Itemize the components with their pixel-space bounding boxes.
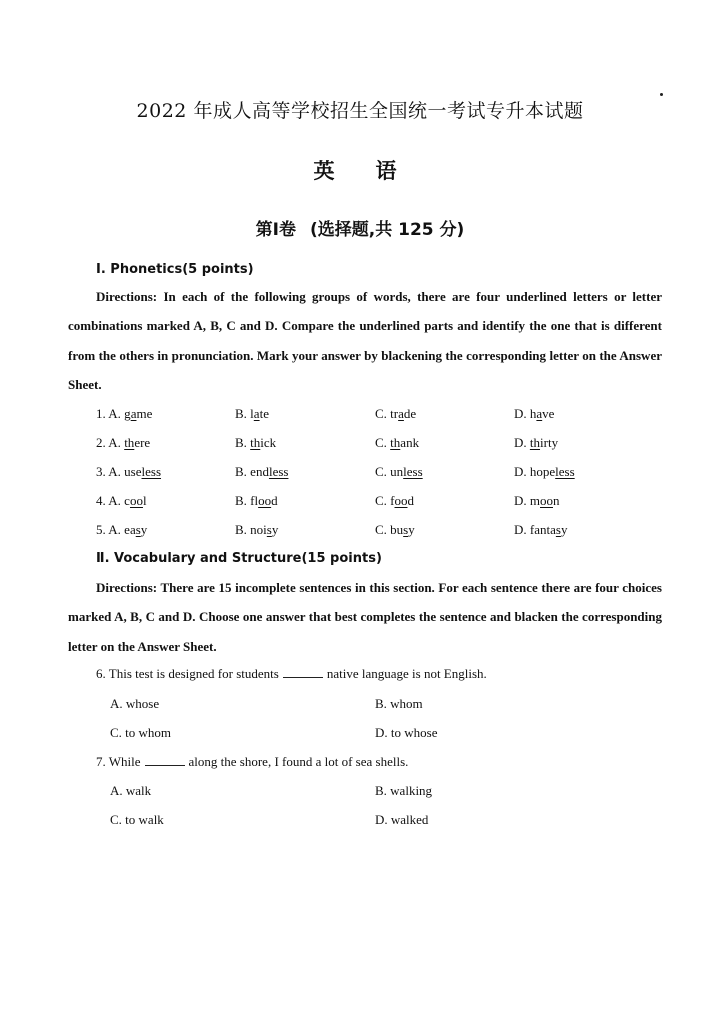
phonetics-option <box>96 493 147 509</box>
option-text: B. noi <box>235 522 267 537</box>
phonetics-option <box>235 464 288 480</box>
underlined-letters: s <box>266 522 272 537</box>
underlined-letters: s <box>555 522 561 537</box>
question-6-stem-end: native language is not English. <box>326 666 487 681</box>
q7-option-d: D. walked <box>375 812 429 827</box>
underlined-letters: a <box>536 406 543 421</box>
underlined-letters: less <box>403 464 423 479</box>
underlined-letters: a <box>398 406 404 421</box>
underlined-letters: less <box>141 464 162 479</box>
option-text: A. g <box>108 406 131 421</box>
underlined-letters: th <box>390 435 401 450</box>
option-text: d <box>271 493 278 508</box>
underlined-letters: a <box>253 406 260 421</box>
part-heading <box>0 215 720 240</box>
q6-option-a: A. whose <box>110 696 160 711</box>
option-text: ank <box>400 435 420 450</box>
subject-title: 英 语 <box>313 158 407 183</box>
q6-option-c: C. to whom <box>110 725 172 740</box>
option-text: A. c <box>108 493 130 508</box>
option-text: y <box>408 522 415 537</box>
option-text: l <box>142 493 147 508</box>
option-text: y <box>560 522 568 537</box>
underlined-letters: th <box>529 435 541 450</box>
question-7 <box>96 754 408 770</box>
option-text: ve <box>542 406 555 421</box>
item-number: 3. <box>96 464 109 479</box>
question-6 <box>96 666 487 682</box>
underlined-letters: oo <box>129 493 143 508</box>
option-text: D. m <box>514 493 540 508</box>
section-2-directions <box>68 573 662 661</box>
option-text: B. end <box>235 464 269 479</box>
phonetics-option <box>96 522 147 538</box>
option-text: C. un <box>375 464 404 479</box>
question-6-stem-start: 6. This test is designed for students <box>96 666 279 681</box>
underlined-letters: oo <box>540 493 553 508</box>
phonetics-option <box>514 464 575 480</box>
phonetics-option <box>96 464 161 480</box>
phonetics-option <box>235 522 278 538</box>
underlined-letters: s <box>135 522 141 537</box>
option-text: B. l <box>235 406 254 421</box>
phonetics-option <box>235 435 276 451</box>
option-text: de <box>403 406 417 421</box>
phonetics-row <box>0 435 720 455</box>
phonetics-option <box>235 406 269 422</box>
option-text: B. fl <box>235 493 259 508</box>
part-subtitle: (选择题,共 125 分) <box>310 220 465 240</box>
underlined-letters: s <box>403 522 409 537</box>
option-text: irty <box>540 435 559 450</box>
phonetics-option <box>375 493 414 509</box>
q6-option-b: B. whom <box>375 696 423 711</box>
underlined-letters: oo <box>394 493 408 508</box>
item-number: 5. <box>96 522 109 537</box>
option-text: D. <box>514 435 530 450</box>
option-text: A. <box>108 435 125 450</box>
option-text: C. <box>375 435 391 450</box>
option-text: D. hope <box>514 464 556 479</box>
question-7-stem-start: 7. While <box>96 754 141 769</box>
phonetics-option <box>514 493 560 509</box>
q6-option-d: D. to whose <box>375 725 438 740</box>
underlined-letters: th <box>124 435 135 450</box>
item-number: 1. <box>96 406 109 421</box>
exam-title: 2022 年成人高等学校招生全国统一考试专升本试题 <box>136 100 584 122</box>
phonetics-option <box>96 406 152 422</box>
phonetics-option <box>375 522 415 538</box>
phonetics-option <box>96 435 150 451</box>
phonetics-option <box>514 522 567 538</box>
answer-blank <box>145 755 185 766</box>
underlined-letters: a <box>130 406 137 421</box>
question-7-stem-end: along the shore, I found a lot of sea shells. <box>188 754 409 769</box>
phonetics-option <box>375 435 419 451</box>
option-text: C. f <box>375 493 395 508</box>
phonetics-row <box>0 522 720 542</box>
item-number: 4. <box>96 493 109 508</box>
option-text: A. ea <box>108 522 136 537</box>
underlined-letters: th <box>250 435 261 450</box>
option-text: ick <box>260 435 277 450</box>
q7-option-b: B. walking <box>375 783 433 798</box>
option-text: me <box>136 406 153 421</box>
q7-option-c: C. to walk <box>110 812 164 827</box>
phonetics-row <box>0 406 720 426</box>
q7-option-a: A. walk <box>110 783 152 798</box>
option-text: ere <box>134 435 151 450</box>
option-text: D. h <box>514 406 537 421</box>
option-text: n <box>553 493 560 508</box>
section-1-directions <box>68 282 662 399</box>
phonetics-row <box>0 493 720 513</box>
directions-text: Directions: In each of the following groups of words, there are four underlined letters or letter combinations marked A, B, C and D. Compare the underlined parts and identify the one that is different from the others in pronunciation. Mark your answer by blackening the corresponding letter on the Answer Sheet. <box>68 289 662 392</box>
phonetics-option <box>375 406 416 422</box>
underlined-letters: oo <box>258 493 272 508</box>
item-number: 2. <box>96 435 109 450</box>
option-text: te <box>259 406 269 421</box>
underlined-letters: less <box>268 464 289 479</box>
phonetics-option <box>514 435 558 451</box>
phonetics-option <box>514 406 554 422</box>
option-text: B. <box>235 435 251 450</box>
option-text: y <box>140 522 148 537</box>
option-text: A. use <box>108 464 142 479</box>
option-text: C. tr <box>375 406 399 421</box>
section-1-heading: Ⅰ. Phonetics(5 points) <box>96 262 254 277</box>
phonetics-row <box>0 464 720 484</box>
answer-blank <box>283 667 323 678</box>
phonetics-option <box>235 493 278 509</box>
option-text: C. bu <box>375 522 404 537</box>
directions-text: Directions: There are 15 incomplete sentences in this section. For each sentence there are four choices marked A, B, C and D. Choose one answer that best completes the sentence and blacken the corresponding letter on the Answer Sheet. <box>68 580 662 654</box>
option-text: d <box>407 493 414 508</box>
section-2-heading: Ⅱ. Vocabulary and Structure(15 points) <box>96 551 382 566</box>
part-title: 第Ⅰ卷 <box>255 220 296 240</box>
phonetics-option <box>375 464 423 480</box>
underlined-letters: less <box>555 464 575 479</box>
option-text: D. fanta <box>514 522 556 537</box>
option-text: y <box>271 522 279 537</box>
